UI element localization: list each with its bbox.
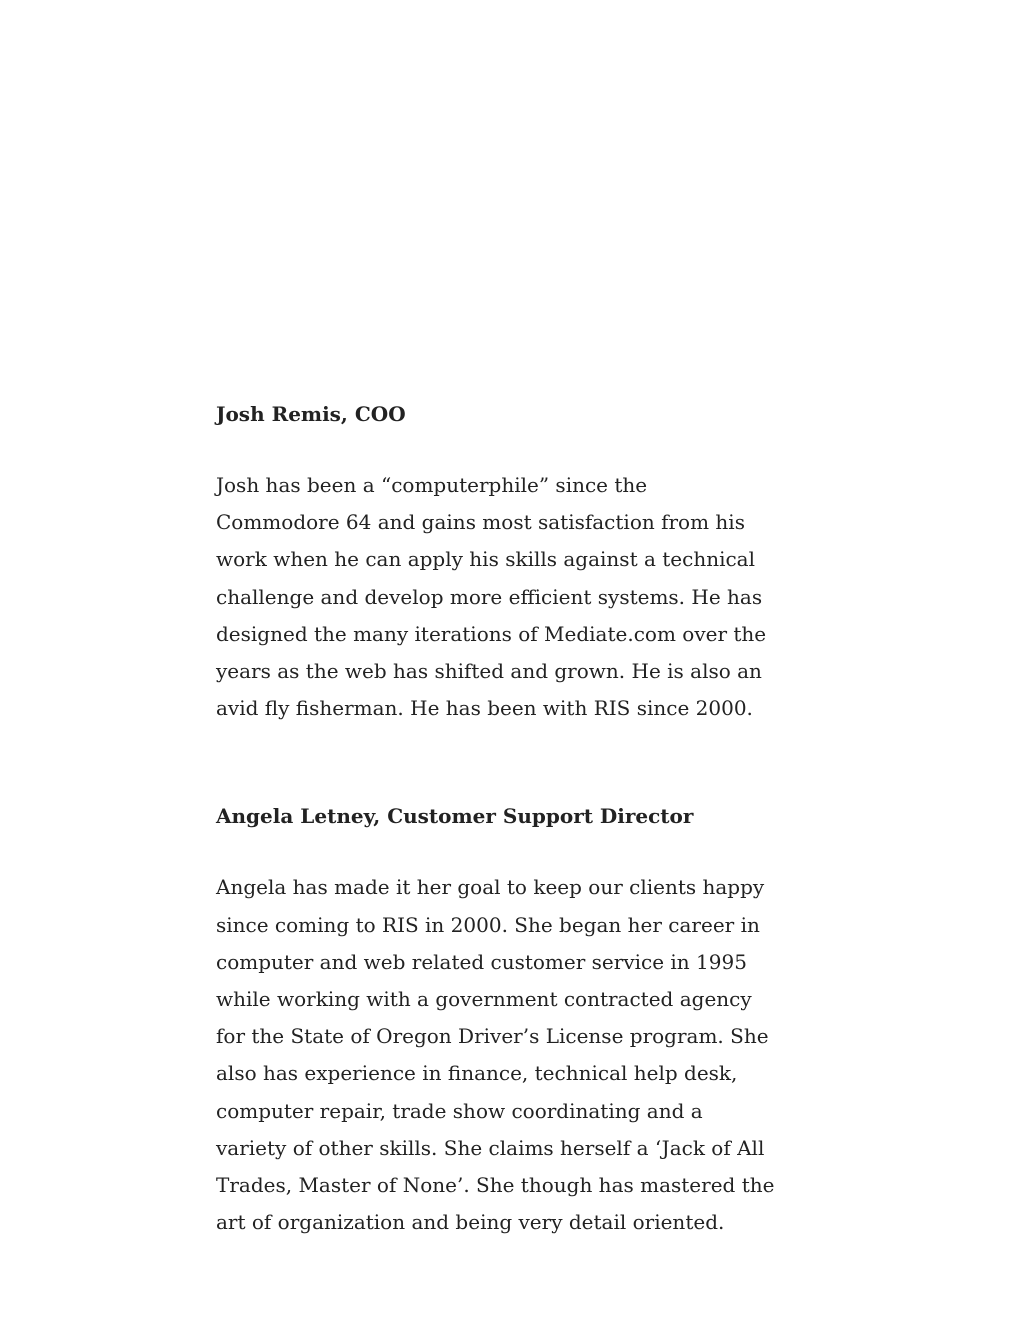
bio-line: work when he can apply his skills against a technical — [216, 547, 756, 572]
bio-line: Angela has made it her goal to keep our clients happy — [216, 875, 765, 900]
bio-line: avid fly fisherman. He has been with RIS since 2000. — [216, 696, 753, 721]
bio-line: art of organization and being very detail oriented. — [216, 1210, 725, 1235]
bio-line: challenge and develop more efficient systems. He has — [216, 584, 763, 609]
bio-line: Trades, Master of None’. She though has mastered the — [216, 1173, 775, 1198]
bio-line: also has experience in finance, technical help desk, — [216, 1061, 738, 1086]
bio-line: for the State of Oregon Driver’s License program. She — [216, 1024, 769, 1049]
bio-heading: Angela Letney, Customer Support Director — [216, 804, 694, 829]
bio-line: Commodore 64 and gains most satisfaction from his — [216, 510, 745, 535]
bio-line: years as the web has shifted and grown. He is also an — [216, 659, 762, 684]
bio-line: designed the many iterations of Mediate.com over the — [216, 621, 767, 646]
bio-heading: Josh Remis, COO — [216, 402, 406, 426]
bio-paragraph — [216, 467, 816, 727]
bio-line: since coming to RIS in 2000. She began her career in — [216, 912, 760, 937]
bio-angela-letney — [216, 797, 816, 1241]
bio-line: computer repair, trade show coordinating and a — [216, 1098, 703, 1123]
bio-line: variety of other skills. She claims herself a ‘Jack of All — [216, 1135, 765, 1160]
document-body — [216, 395, 816, 1241]
bio-line: while working with a government contracted agency — [216, 987, 752, 1012]
bio-paragraph — [216, 869, 816, 1241]
bio-line: computer and web related customer service in 1995 — [216, 949, 747, 974]
bio-josh-remis — [216, 395, 816, 727]
bio-line: Josh has been a “computerphile” since the — [216, 473, 648, 497]
